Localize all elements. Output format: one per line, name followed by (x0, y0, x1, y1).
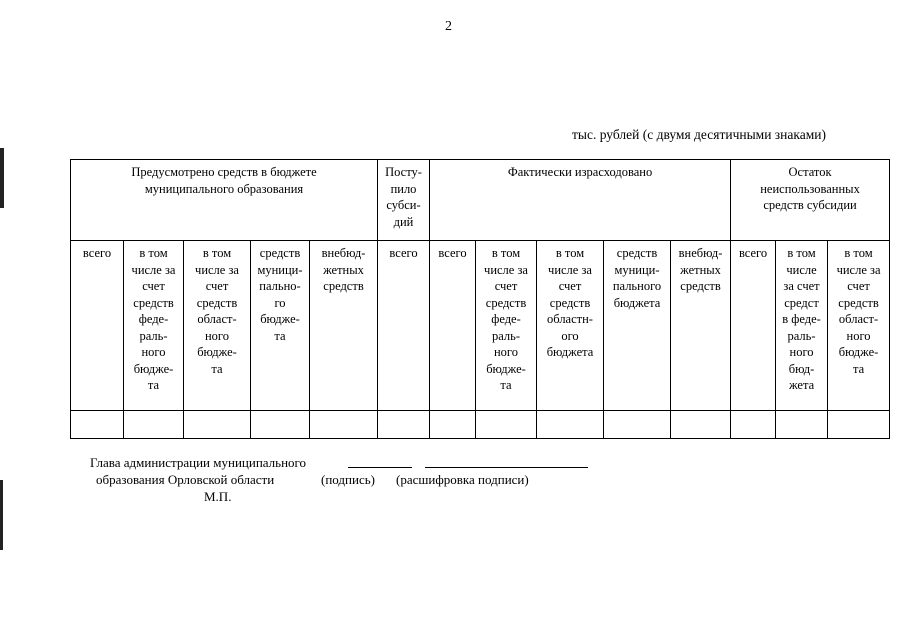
signer-title-line1: Глава администрации муниципального (90, 455, 307, 470)
data-entry-row (71, 411, 890, 439)
units-note: тыс. рублей (с двумя десятичными знаками) (572, 127, 826, 142)
scan-margin-mark (0, 148, 4, 208)
data-cell[interactable] (251, 411, 310, 439)
data-cell[interactable] (476, 411, 537, 439)
sub-header-cell: внебюд- жетных средств (671, 241, 731, 411)
subsidy-report-table (70, 159, 890, 439)
scan-margin-mark (0, 480, 3, 550)
signer-title-line2: образования Орловской области (96, 472, 275, 487)
sub-header-cell: всего (378, 241, 430, 411)
data-cell[interactable] (671, 411, 731, 439)
sub-header-cell: в том числе за счет средств феде- раль- ного бюдже- та (124, 241, 184, 411)
data-cell[interactable] (430, 411, 476, 439)
data-cell[interactable] (537, 411, 604, 439)
data-cell[interactable] (731, 411, 776, 439)
header-received: Посту- пило субси- дий (378, 160, 430, 241)
data-cell[interactable] (378, 411, 430, 439)
sub-header-cell: средств муници- пального бюджета (604, 241, 671, 411)
signature-line[interactable] (348, 467, 412, 468)
signature-decode-label: (расшифровка подписи) (396, 472, 529, 487)
header-spent: Фактически израсходовано (430, 160, 731, 241)
sub-header-cell: внебюд- жетных средств (310, 241, 378, 411)
sub-header-cell: в том числе за счет средст в феде- раль- ного бюд- жета (776, 241, 828, 411)
sub-header-cell: всего (731, 241, 776, 411)
data-cell[interactable] (184, 411, 251, 439)
stamp-label: М.П. (204, 489, 232, 504)
header-planned: Предусмотрено средств в бюджете муниципального образования (71, 160, 378, 241)
page-number: 2 (445, 19, 452, 34)
data-cell[interactable] (124, 411, 184, 439)
signature-decode-line[interactable] (425, 467, 588, 468)
sub-header-cell: в том числе за счет средств област- ного бюдже- та (184, 241, 251, 411)
signature-label: (подпись) (321, 472, 375, 487)
sub-header-row (71, 241, 890, 411)
data-cell[interactable] (828, 411, 890, 439)
sub-header-cell: в том числе за счет средств областн- ого бюджета (537, 241, 604, 411)
header-remaining: Остаток неиспользованных средств субсидии (731, 160, 890, 241)
sub-header-cell: всего (430, 241, 476, 411)
group-header-row (71, 160, 890, 241)
data-cell[interactable] (310, 411, 378, 439)
sub-header-cell: в том числе за счет средств област- ного бюдже- та (828, 241, 890, 411)
sub-header-cell: всего (71, 241, 124, 411)
sub-header-cell: в том числе за счет средств феде- раль- ного бюдже- та (476, 241, 537, 411)
data-cell[interactable] (776, 411, 828, 439)
data-cell[interactable] (71, 411, 124, 439)
sub-header-cell: средств муници- пально- го бюдже- та (251, 241, 310, 411)
data-cell[interactable] (604, 411, 671, 439)
